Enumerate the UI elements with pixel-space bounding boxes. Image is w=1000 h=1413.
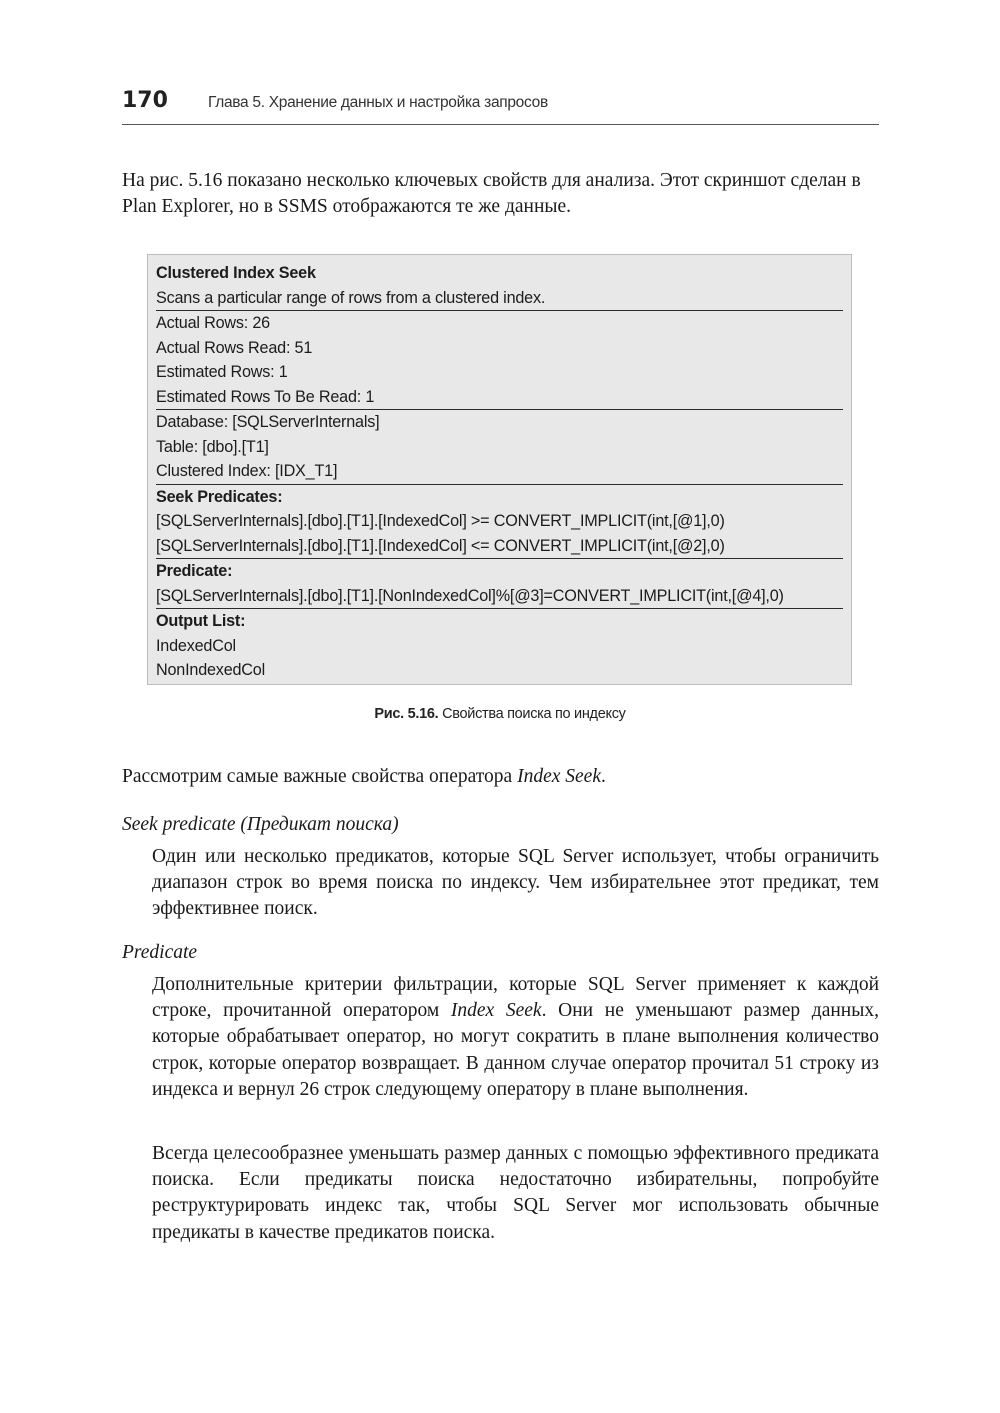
lead-end: . bbox=[600, 766, 606, 787]
figure-row-actual-rows-read: Actual Rows Read: 51 bbox=[156, 338, 313, 357]
term-predicate: Predicate bbox=[122, 942, 198, 963]
figure-row-seek-predicates-heading: Seek Predicates: bbox=[156, 487, 283, 506]
figure-row-description: Scans a particular range of rows from a clustered index. bbox=[156, 286, 843, 312]
figure-row-output-list-heading: Output List: bbox=[156, 612, 246, 630]
closing-paragraph: Всегда целесообразнее уменьшать размер данных с помощью эффективного предиката поиска. Если предикаты поиска недостаточно избирательны, попробуйте реструктурировать индекс так, чтобы SQL Server мог использовать обычные предикаты в качестве предикатов поиска. bbox=[152, 1143, 879, 1243]
figure-row-actual-rows: Actual Rows: 26 bbox=[156, 314, 270, 332]
figure-row-predicate: [SQLServerInternals].[dbo].[T1].[NonIndexedCol]%[@3]=CONVERT_IMPLICIT(int,[@4],0) bbox=[156, 584, 843, 610]
figure-row-clustered-index: Clustered Index: [IDX_T1] bbox=[156, 459, 843, 485]
figure-row-output-nonindexedcol: NonIndexedCol bbox=[156, 661, 265, 679]
figure-row-table: Table: [dbo].[T1] bbox=[156, 437, 269, 456]
figure-caption-text: Свойства поиска по индексу bbox=[438, 706, 626, 722]
figure-row-estimated-rows: Estimated Rows: 1 bbox=[156, 363, 288, 381]
figure-row-seek-predicate-1: [SQLServerInternals].[dbo].[T1].[IndexedCol] >= CONVERT_IMPLICIT(int,[@1],0) bbox=[156, 512, 725, 530]
term-seek-predicate: Seek predicate (Предикат поиска) bbox=[122, 814, 399, 835]
properties-figure bbox=[147, 254, 852, 685]
page-number: 170 bbox=[122, 88, 168, 113]
lead-paragraph bbox=[122, 764, 892, 790]
figure-row-output-indexedcol: IndexedCol bbox=[156, 636, 236, 655]
definition-predicate-italic: Index Seek bbox=[450, 1000, 542, 1022]
figure-caption-label: Рис. 5.16. bbox=[374, 706, 439, 722]
lead-text: Рассмотрим самые важные свойства оператора bbox=[122, 766, 518, 787]
definition-predicate-start: Дополнительные критерии фильтрации, которые SQL Server применяет к каждой строке, прочитанной оператором bbox=[152, 974, 879, 1022]
page-header bbox=[122, 88, 879, 125]
lead-italic-term: Index Seek bbox=[517, 766, 601, 787]
figure-row-database: Database: [SQLServerInternals] bbox=[156, 413, 380, 431]
figure-row-operator-name: Clustered Index Seek bbox=[156, 264, 316, 282]
definition-predicate bbox=[152, 972, 879, 1103]
definition-seek-predicate: Один или несколько предикатов, которые SQL Server использует, чтобы ограничить диапазон строк во время поиска по индексу. Чем избирательнее этот предикат, тем эффективнее поиск. bbox=[152, 846, 879, 920]
figure-row-seek-predicate-2: [SQLServerInternals].[dbo].[T1].[IndexedCol] <= CONVERT_IMPLICIT(int,[@2],0) bbox=[156, 534, 843, 560]
figure-row-estimated-rows-to-read: Estimated Rows To Be Read: 1 bbox=[156, 385, 843, 411]
definition-predicate-end: . Они не уменьшают размер данных, которые обрабатывает оператор, но могут сократить в плане выполнения количество строк, которые оператор возвращает. В данном случае оператор прочитал 51 строку из индекса и вернул 26 строк следующему оператору в плане выполнения. bbox=[152, 1000, 879, 1100]
figure-row-predicate-heading: Predicate: bbox=[156, 562, 233, 580]
figure-caption bbox=[0, 706, 1000, 722]
intro-paragraph: На рис. 5.16 показано несколько ключевых свойств для анализа. Этот скриншот сделан в Plan Explorer, но в SSMS отображаются те же данные. bbox=[122, 170, 861, 217]
chapter-title: Глава 5. Хранение данных и настройка запросов bbox=[208, 94, 548, 111]
